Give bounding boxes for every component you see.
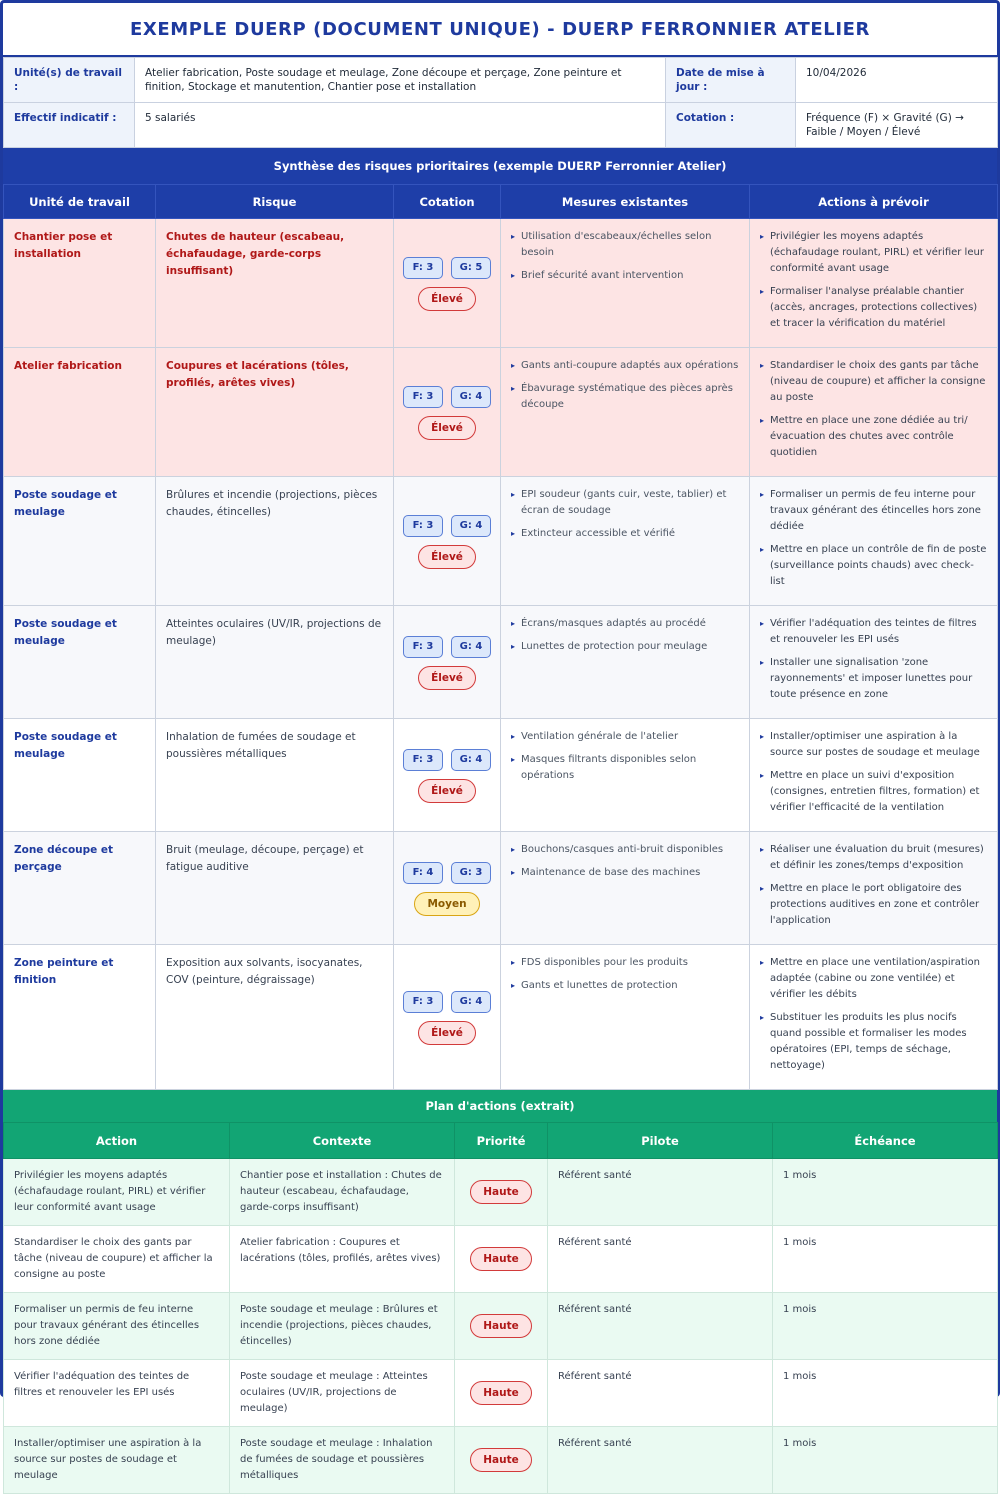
- risk-unit: Chantier pose et installation: [14, 231, 113, 260]
- existing-measure: ▸ Brief sécurité avant intervention: [511, 268, 739, 284]
- gravity-badge: G: 3: [451, 862, 491, 884]
- document-title: EXEMPLE DUERP (DOCUMENT UNIQUE) - DUERP FERRONNIER ATELIER: [130, 18, 870, 40]
- planned-action: ▸ Mettre en place le port obligatoire des protections auditives en zone et contrôler l'application: [760, 881, 987, 929]
- existing-measure: ▸ Ébavurage systématique des pièces après découpe: [511, 381, 739, 413]
- planned-action: ▸ Substituer les produits les plus nocifs quand possible et formaliser les modes opératoires (EPI, temps de séchage, nettoyage): [760, 1010, 987, 1074]
- risk-section-title: Synthèse des risques prioritaires (exemple DUERP Ferronnier Atelier): [3, 148, 997, 184]
- risk-table: [3, 184, 998, 1090]
- priority-badge: Haute: [470, 1381, 532, 1405]
- planned-action: ▸ Privilégier les moyens adaptés (échafaudage roulant, PIRL) et vérifier leur conformité avant usage: [760, 229, 987, 277]
- frequency-badge: F: 3: [403, 636, 443, 658]
- planned-action: ▸ Mettre en place une zone dédiée au tri/évacuation des chutes avec contrôle quotidien: [760, 413, 987, 461]
- plan-row: [4, 1293, 998, 1360]
- rating-value: Fréquence (F) × Gravité (G) → Faible / Moyen / Élevé: [796, 103, 998, 148]
- plan-context: Chantier pose et installation : Chutes de hauteur (escabeau, échafaudage, garde-corps insuffisant): [230, 1159, 455, 1226]
- risk-level-badge: Élevé: [418, 1021, 476, 1045]
- risk-rating: [394, 945, 501, 1090]
- risk-row: [4, 719, 998, 832]
- plan-owner: Référent santé: [548, 1360, 773, 1427]
- risk-level-badge: Moyen: [414, 892, 479, 916]
- frequency-badge: F: 3: [403, 257, 443, 279]
- existing-measure: ▸ Maintenance de base des machines: [511, 865, 739, 881]
- plan-context: Poste soudage et meulage : Atteintes oculaires (UV/IR, projections de meulage): [230, 1360, 455, 1427]
- plan-owner: Référent santé: [548, 1427, 773, 1494]
- risk-unit: Poste soudage et meulage: [14, 489, 117, 518]
- existing-measure: ▸ Gants anti-coupure adaptés aux opérations: [511, 358, 739, 374]
- plan-context: Poste soudage et meulage : Inhalation de fumées de soudage et poussières métalliques: [230, 1427, 455, 1494]
- col-header-risk: Risque: [156, 185, 394, 219]
- risk-level-badge: Élevé: [418, 666, 476, 690]
- risk-rating: [394, 832, 501, 945]
- priority-badge: Haute: [470, 1448, 532, 1472]
- planned-action: ▸ Mettre en place un suivi d'exposition (consignes, entretien filtres, formation) et vérifier l'efficacité de la ventilation: [760, 768, 987, 816]
- priority-badge: Haute: [470, 1247, 532, 1271]
- plan-row: [4, 1159, 998, 1226]
- risk-rating: [394, 719, 501, 832]
- risk-description: Bruit (meulage, découpe, perçage) et fatigue auditive: [166, 844, 364, 873]
- gravity-badge: G: 4: [451, 749, 491, 771]
- frequency-badge: F: 3: [403, 991, 443, 1013]
- frequency-badge: F: 3: [403, 749, 443, 771]
- staff-label: Effectif indicatif :: [4, 103, 135, 148]
- col-header-context: Contexte: [230, 1123, 455, 1159]
- plan-row: [4, 1360, 998, 1427]
- risk-level-badge: Élevé: [418, 416, 476, 440]
- plan-header-row: [4, 1123, 998, 1159]
- rating-label: Cotation :: [666, 103, 796, 148]
- existing-measure: ▸ Gants et lunettes de protection: [511, 978, 739, 994]
- plan-action: Installer/optimiser une aspiration à la source sur postes de soudage et meulage: [4, 1427, 230, 1494]
- plan-due: 1 mois: [773, 1360, 998, 1427]
- date-label: Date de mise à jour :: [666, 58, 796, 103]
- risk-description: Chutes de hauteur (escabeau, échafaudage, garde-corps insuffisant): [166, 231, 345, 277]
- risk-rating: [394, 219, 501, 348]
- plan-section-title: Plan d'actions (extrait): [3, 1090, 997, 1122]
- risk-row: [4, 945, 998, 1090]
- risk-description: Exposition aux solvants, isocyanates, COV (peinture, dégraissage): [166, 957, 363, 986]
- risk-description: Coupures et lacérations (tôles, profilés, arêtes vives): [166, 360, 349, 389]
- risk-unit: Poste soudage et meulage: [14, 618, 117, 647]
- risk-row: [4, 348, 998, 477]
- risk-description: Atteintes oculaires (UV/IR, projections de meulage): [166, 618, 382, 647]
- plan-due: 1 mois: [773, 1427, 998, 1494]
- frequency-badge: F: 3: [403, 515, 443, 537]
- plan-action: Formaliser un permis de feu interne pour travaux générant des étincelles hors zone dédiée: [4, 1293, 230, 1360]
- units-label: Unité(s) de travail :: [4, 58, 135, 103]
- plan-row: [4, 1226, 998, 1293]
- risk-unit: Zone découpe et perçage: [14, 844, 114, 873]
- planned-action: ▸ Standardiser le choix des gants par tâche (niveau de coupure) et afficher la consigne au poste: [760, 358, 987, 406]
- col-header-measures: Mesures existantes: [501, 185, 750, 219]
- planned-action: ▸ Formaliser l'analyse préalable chantier (accès, ancrages, protections collectives) et tracer la vérification du matériel: [760, 284, 987, 332]
- plan-row: [4, 1427, 998, 1494]
- priority-badge: Haute: [470, 1314, 532, 1338]
- document-header: [3, 3, 997, 57]
- plan-due: 1 mois: [773, 1159, 998, 1226]
- gravity-badge: G: 4: [451, 515, 491, 537]
- meta-table: [3, 57, 998, 148]
- risk-rating: [394, 348, 501, 477]
- plan-action: Standardiser le choix des gants par tâche (niveau de coupure) et afficher la consigne au poste: [4, 1226, 230, 1293]
- plan-due: 1 mois: [773, 1226, 998, 1293]
- action-plan-table: [3, 1122, 998, 1494]
- plan-owner: Référent santé: [548, 1226, 773, 1293]
- plan-context: Atelier fabrication : Coupures et lacérations (tôles, profilés, arêtes vives): [230, 1226, 455, 1293]
- col-header-action: Action: [4, 1123, 230, 1159]
- existing-measure: ▸ Extincteur accessible et vérifié: [511, 526, 739, 542]
- risk-rating: [394, 477, 501, 606]
- risk-level-badge: Élevé: [418, 779, 476, 803]
- risk-row: [4, 606, 998, 719]
- existing-measure: ▸ Ventilation générale de l'atelier: [511, 729, 739, 745]
- existing-measure: ▸ FDS disponibles pour les produits: [511, 955, 739, 971]
- existing-measure: ▸ Écrans/masques adaptés au procédé: [511, 616, 739, 632]
- gravity-badge: G: 4: [451, 386, 491, 408]
- existing-measure: ▸ Utilisation d'escabeaux/échelles selon besoin: [511, 229, 739, 261]
- planned-action: ▸ Vérifier l'adéquation des teintes de filtres et renouveler les EPI usés: [760, 616, 987, 648]
- existing-measure: ▸ Lunettes de protection pour meulage: [511, 639, 739, 655]
- col-header-unit: Unité de travail: [4, 185, 156, 219]
- planned-action: ▸ Installer/optimiser une aspiration à la source sur postes de soudage et meulage: [760, 729, 987, 761]
- col-header-rating: Cotation: [394, 185, 501, 219]
- risk-unit: Poste soudage et meulage: [14, 731, 117, 760]
- risk-rating: [394, 606, 501, 719]
- staff-value: 5 salariés: [135, 103, 666, 148]
- risk-unit: Zone peinture et finition: [14, 957, 114, 986]
- plan-due: 1 mois: [773, 1293, 998, 1360]
- risk-description: Inhalation de fumées de soudage et poussières métalliques: [166, 731, 356, 760]
- planned-action: ▸ Mettre en place un contrôle de fin de poste (surveillance points chauds) avec check-list: [760, 542, 987, 590]
- risk-level-badge: Élevé: [418, 545, 476, 569]
- frequency-badge: F: 3: [403, 386, 443, 408]
- existing-measure: ▸ Masques filtrants disponibles selon opérations: [511, 752, 739, 784]
- plan-action: Privilégier les moyens adaptés (échafaudage roulant, PIRL) et vérifier leur conformité avant usage: [4, 1159, 230, 1226]
- priority-badge: Haute: [470, 1180, 532, 1204]
- planned-action: ▸ Formaliser un permis de feu interne pour travaux générant des étincelles hors zone dédiée: [760, 487, 987, 535]
- plan-owner: Référent santé: [548, 1293, 773, 1360]
- existing-measure: ▸ Bouchons/casques anti-bruit disponibles: [511, 842, 739, 858]
- units-value: Atelier fabrication, Poste soudage et meulage, Zone découpe et perçage, Zone peinture et finition, Stockage et manutention, Chantier pose et installation: [135, 58, 666, 103]
- frequency-badge: F: 4: [403, 862, 443, 884]
- col-header-owner: Pilote: [548, 1123, 773, 1159]
- gravity-badge: G: 5: [451, 257, 491, 279]
- risk-level-badge: Élevé: [418, 287, 476, 311]
- date-value: 10/04/2026: [796, 58, 998, 103]
- planned-action: ▸ Mettre en place une ventilation/aspiration adaptée (cabine ou zone ventilée) et vérifier les débits: [760, 955, 987, 1003]
- plan-context: Poste soudage et meulage : Brûlures et incendie (projections, pièces chaudes, étincelles): [230, 1293, 455, 1360]
- risk-unit: Atelier fabrication: [14, 360, 122, 372]
- risk-description: Brûlures et incendie (projections, pièces chaudes, étincelles): [166, 489, 378, 518]
- col-header-priority: Priorité: [455, 1123, 548, 1159]
- risk-header-row: [4, 185, 998, 219]
- gravity-badge: G: 4: [451, 991, 491, 1013]
- existing-measure: ▸ EPI soudeur (gants cuir, veste, tablier) et écran de soudage: [511, 487, 739, 519]
- planned-action: ▸ Installer une signalisation 'zone rayonnements' et imposer lunettes pour toute présence en zone: [760, 655, 987, 703]
- col-header-due: Échéance: [773, 1123, 998, 1159]
- risk-row: [4, 832, 998, 945]
- gravity-badge: G: 4: [451, 636, 491, 658]
- col-header-actions: Actions à prévoir: [750, 185, 998, 219]
- risk-row: [4, 219, 998, 348]
- plan-action: Vérifier l'adéquation des teintes de filtres et renouveler les EPI usés: [4, 1360, 230, 1427]
- risk-row: [4, 477, 998, 606]
- plan-owner: Référent santé: [548, 1159, 773, 1226]
- planned-action: ▸ Réaliser une évaluation du bruit (mesures) et définir les zones/temps d'exposition: [760, 842, 987, 874]
